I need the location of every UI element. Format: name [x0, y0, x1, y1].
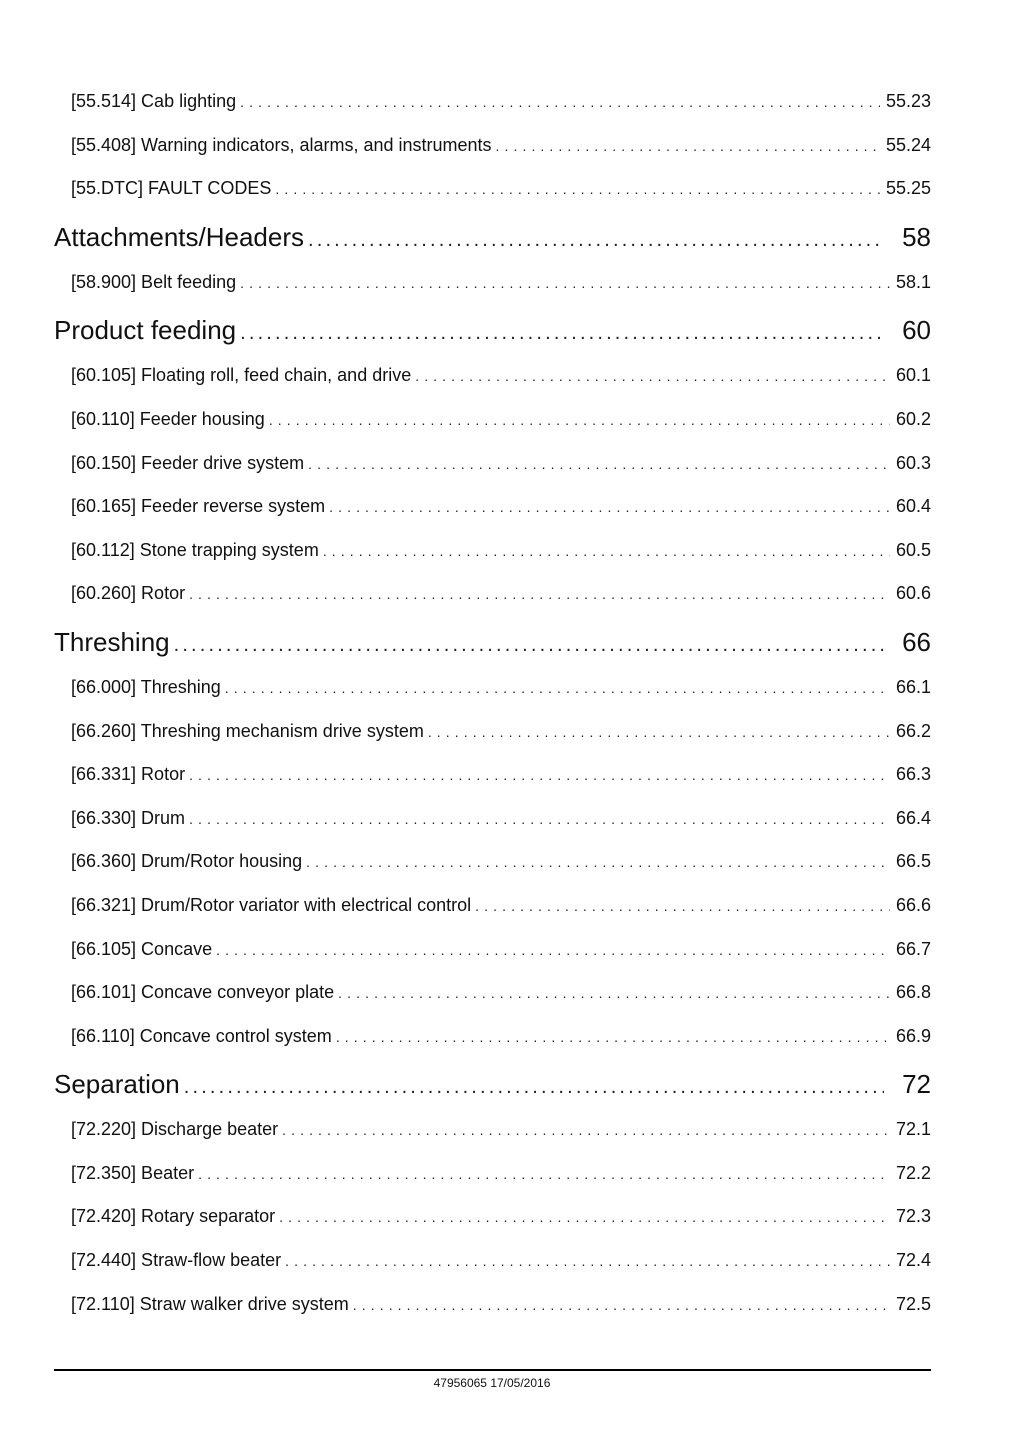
- toc-entry-page: 72.3: [895, 1206, 931, 1227]
- toc-entry-title: [72.440] Straw-flow beater: [71, 1250, 282, 1271]
- toc-entry-title: [72.110] Straw walker drive system: [71, 1293, 349, 1314]
- table-of-contents: [54, 80, 931, 1326]
- dot-leader: [282, 1109, 890, 1152]
- dot-leader: [336, 1016, 890, 1059]
- toc-entry-title: [55.408] Warning indicators, alarms, and instruments: [71, 134, 492, 155]
- toc-entry-page: 72.1: [895, 1119, 931, 1140]
- toc-entry-page: 60.4: [895, 496, 931, 517]
- toc-entry-title: [60.150] Feeder drive system: [71, 452, 305, 473]
- toc-entry-title: [72.420] Rotary separator: [71, 1206, 276, 1227]
- toc-entry-page: 60.1: [895, 365, 931, 386]
- toc-entry-title: [58.900] Belt feeding: [71, 271, 237, 292]
- toc-entry-72-440[interactable]: [54, 1239, 931, 1283]
- dot-leader: [308, 443, 890, 486]
- toc-entry-title: [66.360] Drum/Rotor housing: [71, 851, 303, 872]
- toc-entry-page: 66.6: [895, 894, 931, 915]
- toc-entry-66-101[interactable]: [54, 971, 931, 1015]
- toc-entry-title: [66.101] Concave conveyor plate: [71, 982, 335, 1003]
- toc-entry-title: [60.105] Floating roll, feed chain, and drive: [71, 365, 412, 386]
- toc-entry-72-110[interactable]: [54, 1283, 931, 1327]
- toc-entry-66-260[interactable]: [54, 710, 931, 754]
- toc-entry-66-105[interactable]: [54, 928, 931, 972]
- toc-entry-58-900[interactable]: [54, 261, 931, 305]
- toc-entry-page: 55.24: [885, 134, 931, 155]
- toc-section-title: Product feeding: [54, 315, 237, 346]
- dot-leader: [279, 1196, 890, 1239]
- toc-entry-72-420[interactable]: [54, 1195, 931, 1239]
- toc-entry-page: 66.5: [895, 851, 931, 872]
- toc-entry-title: [66.330] Drum: [71, 807, 186, 828]
- footer-divider: [54, 1369, 931, 1371]
- dot-leader: [189, 573, 890, 616]
- toc-section-separation[interactable]: [54, 1060, 931, 1108]
- dot-leader: [285, 1240, 890, 1283]
- dot-leader: [275, 168, 880, 211]
- toc-entry-page: 66.3: [895, 764, 931, 785]
- toc-entry-title: [72.350] Beater: [71, 1162, 195, 1183]
- toc-entry-60-260[interactable]: [54, 572, 931, 616]
- dot-leader: [198, 1153, 890, 1196]
- dot-leader: [353, 1284, 890, 1327]
- dot-leader: [225, 667, 890, 710]
- toc-entry-page: 66.7: [895, 938, 931, 959]
- toc-entry-60-150[interactable]: [54, 442, 931, 486]
- toc-entry-title: [66.000] Threshing: [71, 676, 221, 697]
- toc-entry-66-000[interactable]: [54, 666, 931, 710]
- toc-section-attachments-headers[interactable]: [54, 213, 931, 261]
- toc-section-product-feeding[interactable]: [54, 306, 931, 354]
- dot-leader: [240, 262, 890, 305]
- toc-entry-66-110[interactable]: [54, 1015, 931, 1059]
- toc-section-threshing[interactable]: [54, 618, 931, 666]
- toc-entry-title: [66.110] Concave control system: [71, 1025, 332, 1046]
- toc-section-title: Separation: [54, 1069, 180, 1100]
- toc-entry-page: 55.25: [885, 178, 931, 199]
- toc-entry-title: [66.260] Threshing mechanism drive system: [71, 720, 424, 741]
- toc-entry-page: 66.2: [895, 720, 931, 741]
- toc-entry-72-350[interactable]: [54, 1152, 931, 1196]
- toc-entry-page: 55.23: [885, 91, 931, 111]
- toc-entry-55-dtc[interactable]: [54, 167, 931, 211]
- toc-section-title: Attachments/Headers: [54, 221, 305, 252]
- toc-entry-title: [72.220] Discharge beater: [71, 1119, 279, 1140]
- toc-entry-72-220[interactable]: [54, 1108, 931, 1152]
- toc-entry-title: [60.165] Feeder reverse system: [71, 496, 326, 517]
- toc-section-page: 60: [902, 315, 931, 346]
- toc-entry-page: 60.3: [895, 452, 931, 473]
- toc-entry-title: [66.321] Drum/Rotor variator with electrical control: [71, 894, 472, 915]
- toc-entry-page: 60.2: [895, 408, 931, 429]
- dot-leader: [240, 309, 884, 354]
- toc-entry-title: [60.112] Stone trapping system: [71, 539, 319, 560]
- toc-entry-66-330[interactable]: [54, 797, 931, 841]
- toc-entry-title: [66.105] Concave: [71, 938, 213, 959]
- toc-entry-55-408[interactable]: [54, 124, 931, 168]
- toc-entry-60-165[interactable]: [54, 485, 931, 529]
- dot-leader: [308, 216, 884, 261]
- toc-entry-page: 60.5: [895, 539, 931, 560]
- footer-doc-info: 47956065 17/05/2016: [433, 1376, 551, 1390]
- toc-section-page: 58: [902, 221, 931, 252]
- dot-leader: [174, 621, 884, 666]
- toc-entry-page: 58.1: [895, 271, 931, 292]
- toc-entry-66-360[interactable]: [54, 840, 931, 884]
- toc-entry-title: [60.260] Rotor: [71, 583, 186, 604]
- toc-entry-page: 66.1: [895, 676, 931, 697]
- toc-entry-60-110[interactable]: [54, 398, 931, 442]
- dot-leader: [475, 885, 890, 928]
- dot-leader: [240, 81, 880, 124]
- toc-entry-title: [66.331] Rotor: [71, 764, 186, 785]
- dot-leader: [338, 972, 890, 1015]
- toc-entry-66-321[interactable]: [54, 884, 931, 928]
- dot-leader: [184, 1063, 884, 1108]
- toc-entry-title: [55.514] Cab lighting: [71, 91, 237, 111]
- dot-leader: [415, 355, 890, 398]
- toc-entry-page: 72.2: [895, 1162, 931, 1183]
- dot-leader: [189, 798, 890, 841]
- dot-leader: [496, 125, 880, 168]
- toc-entry-60-105[interactable]: [54, 354, 931, 398]
- toc-entry-page: 72.4: [895, 1250, 931, 1271]
- dot-leader: [428, 711, 890, 754]
- toc-entry-title: [55.DTC] FAULT CODES: [71, 178, 272, 199]
- dot-leader: [323, 530, 890, 573]
- dot-leader: [189, 754, 890, 797]
- toc-entry-page: 66.4: [895, 807, 931, 828]
- toc-entry-60-112[interactable]: [54, 529, 931, 573]
- toc-section-page: 66: [902, 626, 931, 657]
- dot-leader: [306, 841, 890, 884]
- toc-entry-title: [60.110] Feeder housing: [71, 408, 265, 429]
- toc-entry-page: 66.9: [895, 1025, 931, 1046]
- toc-entry-page: 72.5: [895, 1293, 931, 1314]
- toc-section-title: Threshing: [54, 626, 170, 657]
- toc-entry-55-514[interactable]: [54, 80, 931, 124]
- toc-entry-66-331[interactable]: [54, 753, 931, 797]
- dot-leader: [269, 399, 890, 442]
- toc-section-page: 72: [902, 1069, 931, 1100]
- dot-leader: [329, 486, 890, 529]
- toc-entry-page: 60.6: [895, 583, 931, 604]
- dot-leader: [216, 929, 890, 972]
- toc-entry-page: 66.8: [895, 982, 931, 1003]
